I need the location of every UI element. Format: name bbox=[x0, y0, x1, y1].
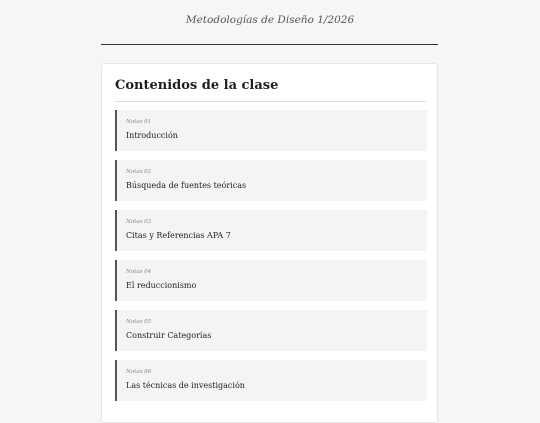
note-title: Las técnicas de investigación bbox=[126, 381, 245, 390]
notes-list bbox=[115, 110, 427, 410]
note-item-01[interactable] bbox=[115, 110, 427, 151]
note-title: Introducción bbox=[126, 131, 178, 140]
note-number: Notas 06 bbox=[126, 369, 152, 375]
course-title: Metodologías de Diseño 1/2026 bbox=[185, 14, 355, 26]
note-number: Notas 05 bbox=[126, 319, 152, 325]
contents-card bbox=[101, 63, 438, 423]
note-number: Notas 02 bbox=[126, 169, 152, 175]
note-item-06[interactable] bbox=[115, 360, 427, 401]
note-item-03[interactable] bbox=[115, 210, 427, 251]
note-number: Notas 03 bbox=[126, 219, 152, 225]
note-title: Citas y Referencias APA 7 bbox=[126, 231, 231, 240]
note-number: Notas 04 bbox=[126, 269, 152, 275]
contents-title: Contenidos de la clase bbox=[115, 78, 279, 93]
contents-title-divider bbox=[115, 101, 426, 102]
note-title: Construir Categorías bbox=[126, 331, 212, 340]
note-number: Notas 01 bbox=[126, 119, 152, 125]
note-item-05[interactable] bbox=[115, 310, 427, 351]
note-title: Búsqueda de fuentes teóricas bbox=[126, 181, 247, 190]
note-item-02[interactable] bbox=[115, 160, 427, 201]
note-title: El reduccionismo bbox=[126, 281, 197, 290]
page-header bbox=[0, 0, 540, 46]
header-divider bbox=[101, 44, 438, 45]
note-item-04[interactable] bbox=[115, 260, 427, 301]
